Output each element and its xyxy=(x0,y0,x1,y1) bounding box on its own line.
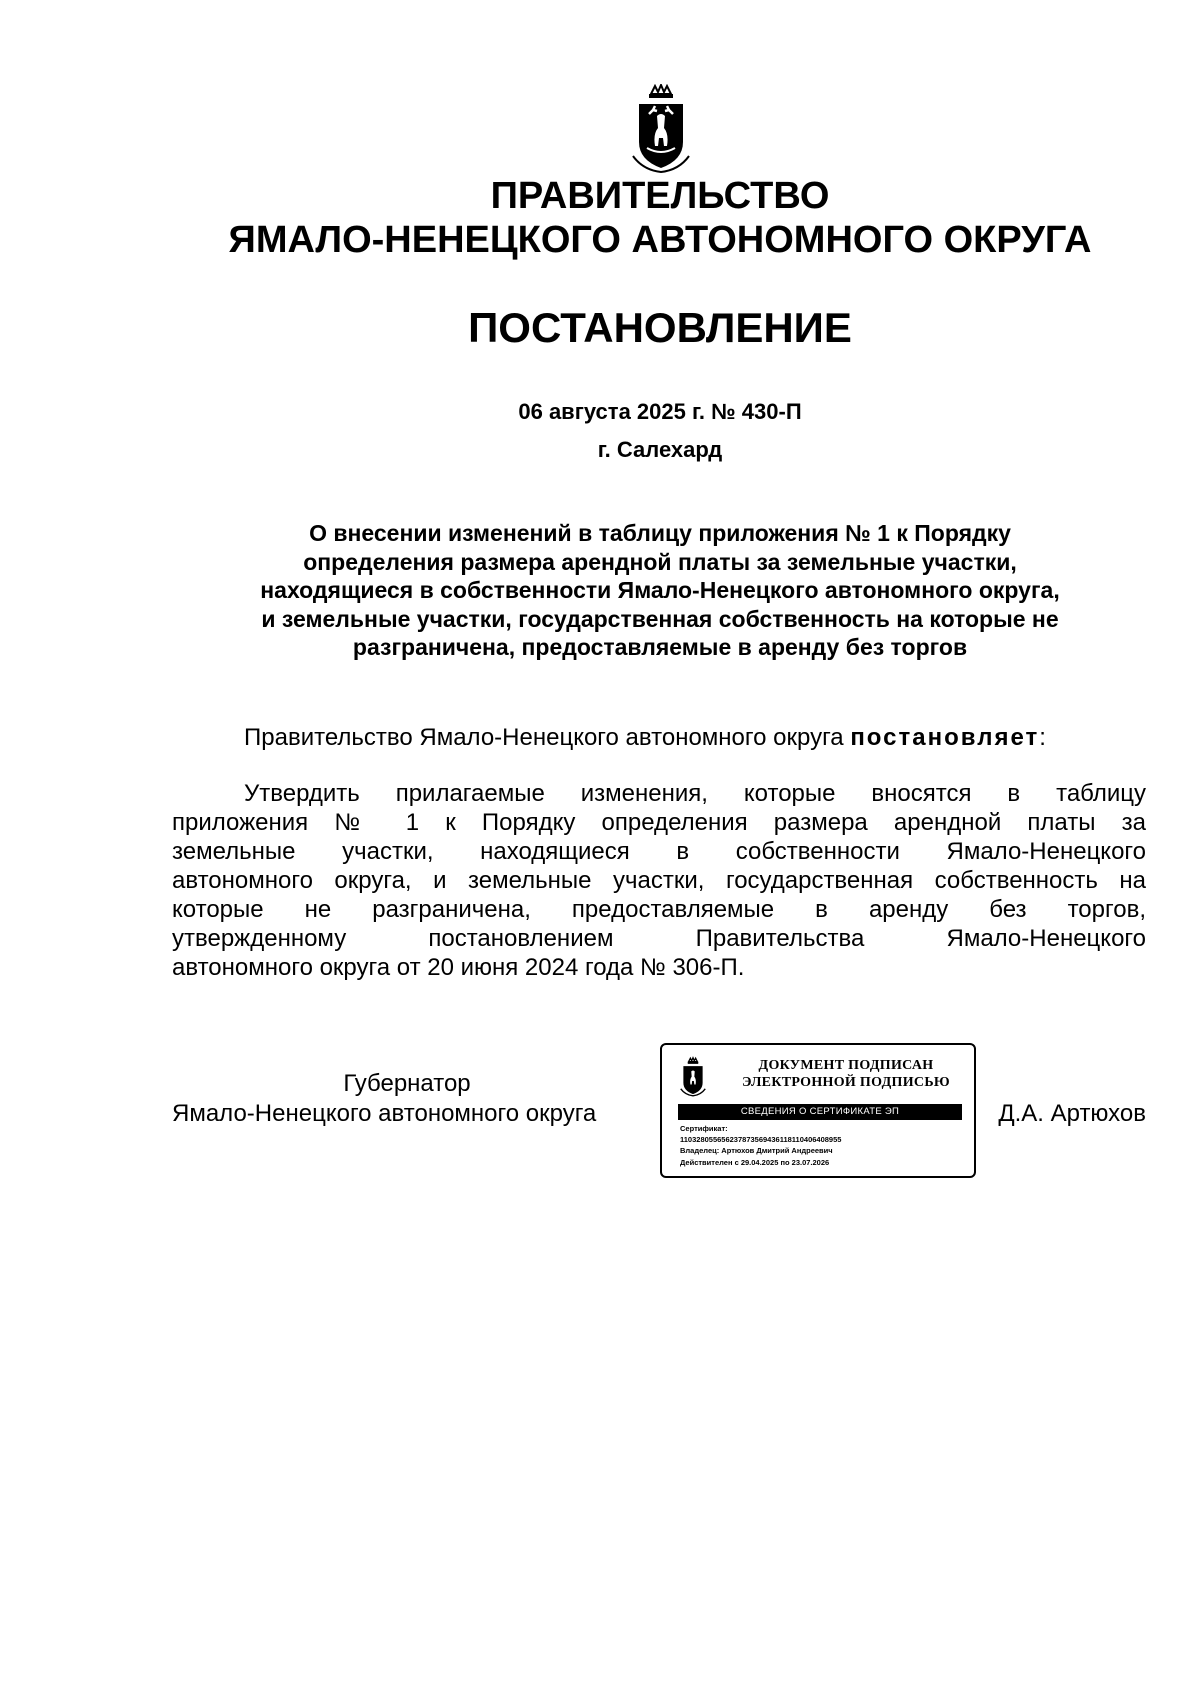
paragraph-line: земельные участки, находящиеся в собственности Ямало-Ненецкого xyxy=(172,838,1146,865)
organization-title-line2: ЯМАЛО-НЕНЕЦКОГО АВТОНОМНОГО ОКРУГА xyxy=(228,219,1092,261)
paragraph-line: утвержденному постановлением Правительства Ямало-Ненецкого xyxy=(172,925,1146,952)
signatory-organization: Ямало-Ненецкого автономного округа xyxy=(172,1100,597,1127)
subject-line: определения размера арендной платы за земельные участки, xyxy=(303,548,1017,575)
certificate-number: 110328055656237873569436118110406408955 xyxy=(680,1135,842,1145)
preamble xyxy=(244,723,1046,753)
resolution-paragraph xyxy=(172,779,1146,982)
subject-line: разграничена, предоставляемые в аренду без торгов xyxy=(352,634,968,660)
city: г. Салехард xyxy=(597,437,723,462)
paragraph-line: которые не разграничена, предоставляемые в аренду без торгов, xyxy=(172,896,1146,923)
subject-line: и земельные участки, государственная собственность на которые не xyxy=(261,605,1059,632)
signatory-title: Губернатор xyxy=(343,1070,471,1097)
document-type: ПОСТАНОВЛЕНИЕ xyxy=(468,304,852,351)
paragraph-line: автономного округа, и земельные участки, государственная собственность на xyxy=(172,867,1146,894)
signatory-name: Д.А. Артюхов xyxy=(998,1100,1146,1127)
coat-of-arms-icon xyxy=(679,1055,707,1099)
stamp-title-line1: ДОКУМЕНТ ПОДПИСАН xyxy=(758,1058,934,1073)
paragraph-line: приложения № 1 к Порядку определения размера арендной платы за xyxy=(172,809,1146,836)
paragraph-line: автономного округа от 20 июня 2024 года № 306-П. xyxy=(172,954,745,981)
certificate-label: Сертификат: xyxy=(680,1124,728,1133)
stamp-title xyxy=(726,1057,966,1091)
paragraph-line: Утвердить прилагаемые изменения, которые вносятся в таблицу xyxy=(244,780,1146,807)
certificate-owner: Владелец: Артюхов Дмитрий Андреевич xyxy=(680,1146,833,1156)
coat-of-arms-icon xyxy=(629,84,693,174)
electronic-signature-stamp xyxy=(660,1043,976,1178)
certificate-details xyxy=(680,1123,970,1168)
subject-line: находящиеся в собственности Ямало-Ненецкого автономного округа, xyxy=(260,577,1060,603)
preamble-colon: : xyxy=(1039,724,1046,751)
date-and-number: 06 августа 2025 г. № 430-П xyxy=(518,399,802,424)
organization-title-line1: ПРАВИТЕЛЬСТВО xyxy=(490,175,830,217)
document-subject xyxy=(180,519,1140,662)
certificate-info-bar: СВЕДЕНИЯ О СЕРТИФИКАТЕ ЭП xyxy=(678,1104,962,1120)
certificate-validity: Действителен с 29.04.2025 по 23.07.2026 xyxy=(680,1157,830,1167)
subject-line: О внесении изменений в таблицу приложения № 1 к Порядку xyxy=(309,520,1011,546)
decree-word: постановляет xyxy=(850,724,1040,751)
preamble-text: Правительство Ямало-Ненецкого автономного округа xyxy=(244,724,851,751)
stamp-title-line2: ЭЛЕКТРОННОЙ ПОДПИСЬЮ xyxy=(742,1075,950,1090)
